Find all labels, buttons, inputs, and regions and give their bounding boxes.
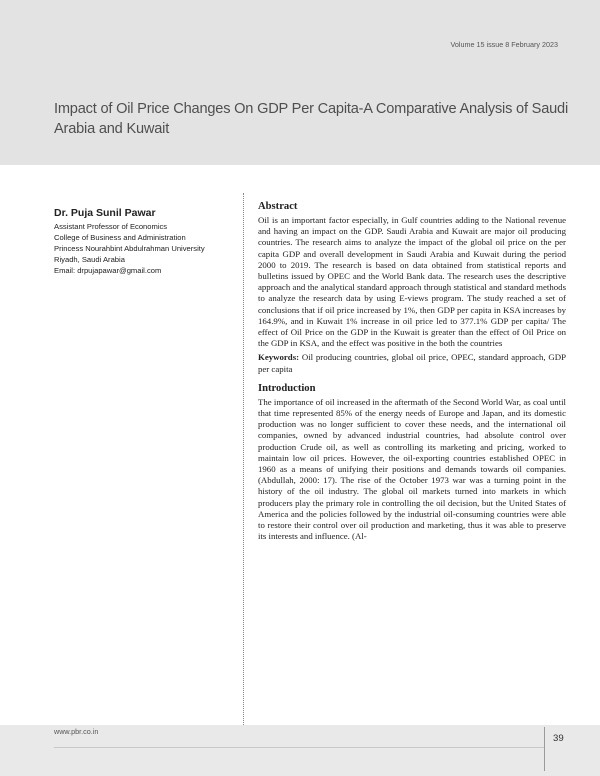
main-column — [258, 201, 566, 542]
page-number-separator — [544, 727, 545, 771]
author-location: Riyadh, Saudi Arabia — [54, 255, 125, 264]
page-number: 39 — [553, 733, 564, 744]
paper-title: Impact of Oil Price Changes On GDP Per Capita-A Comparative Analysis of Saudi Arabia and Kuwait — [54, 101, 569, 137]
author-name: Dr. Puja Sunil Pawar — [54, 207, 156, 219]
footer-rule — [54, 747, 544, 748]
volume-issue: Volume 15 issue 8 February 2023 — [450, 40, 558, 49]
introduction-heading: Introduction — [258, 382, 316, 394]
abstract-text: Oil is an important factor especially, in Gulf countries adding to the National revenue and having an impact on the GDP. Saudi Arabia and Kuwait are major oil producing countries. The research aims to analyze the impact of the global oil price on the per capita GDP and overall development in Saudi Arabia and Kuwait during the period 2000 to 2019. The research is based on data obtained from statistical reports and bulletins issued by OPEC and the World Bank data. The research uses the descriptive approach and the analytical standard approach through statistical and standard methods to analyze the research data by using E-views program. The study reached a set of conclusions that if oil price increased by 1%, then GDP per capita in KSA increases by 164.9%, and in Kuwait 1% increase in oil price led to 377.1% GDP per capita/ The effect of Oil Price on the GDP in the Kuwait is greater than the effect of Oil Price on the GDP in KSA, and the effect was positive in the both the countries — [258, 215, 566, 349]
header-band — [0, 0, 600, 165]
keywords-text: Oil producing countries, global oil price, OPEC, standard approach, GDP per capita — [258, 352, 566, 374]
introduction-text: The importance of oil increased in the aftermath of the Second World War, as coal until that time represented 85% of the energy needs of Europe and Japan, and its domestic production was no longer sufficient to cover these needs, and the international oil companies, owned by advanced industrial countries, had absolute control over production Crude oil, as well as controlling its marketing and pricing, worked to maintain low oil prices. However, the oil-exporting countries established OPEC in 1960 as a means of unifying their positions and demands towards oil companies. (Abdullah, 2000: 17). The rise of the October 1973 war was a turning point in the history of the oil industry. The global oil markets turned into markets in which producers play the primary role in controlling the oil decision, but the United States of America and the policies followed by the industrial oil-consuming countries were able to restore their control over oil production and marketing, thus it was able to preserve its interests and influence. (Al- — [258, 396, 566, 542]
footer-website: www.pbr.co.in — [54, 727, 99, 736]
keywords — [258, 352, 566, 374]
abstract-heading: Abstract — [258, 201, 298, 212]
author-position: Assistant Professor of Economics — [54, 222, 168, 231]
column-divider — [243, 193, 244, 725]
author-block — [54, 207, 244, 276]
author-university: Princess Nourahbint Abdulrahman University — [54, 244, 205, 253]
keywords-label: Keywords: — [258, 352, 300, 363]
author-college: College of Business and Administration — [54, 233, 186, 242]
author-email: Email: drpujapawar@gmail.com — [54, 266, 162, 275]
